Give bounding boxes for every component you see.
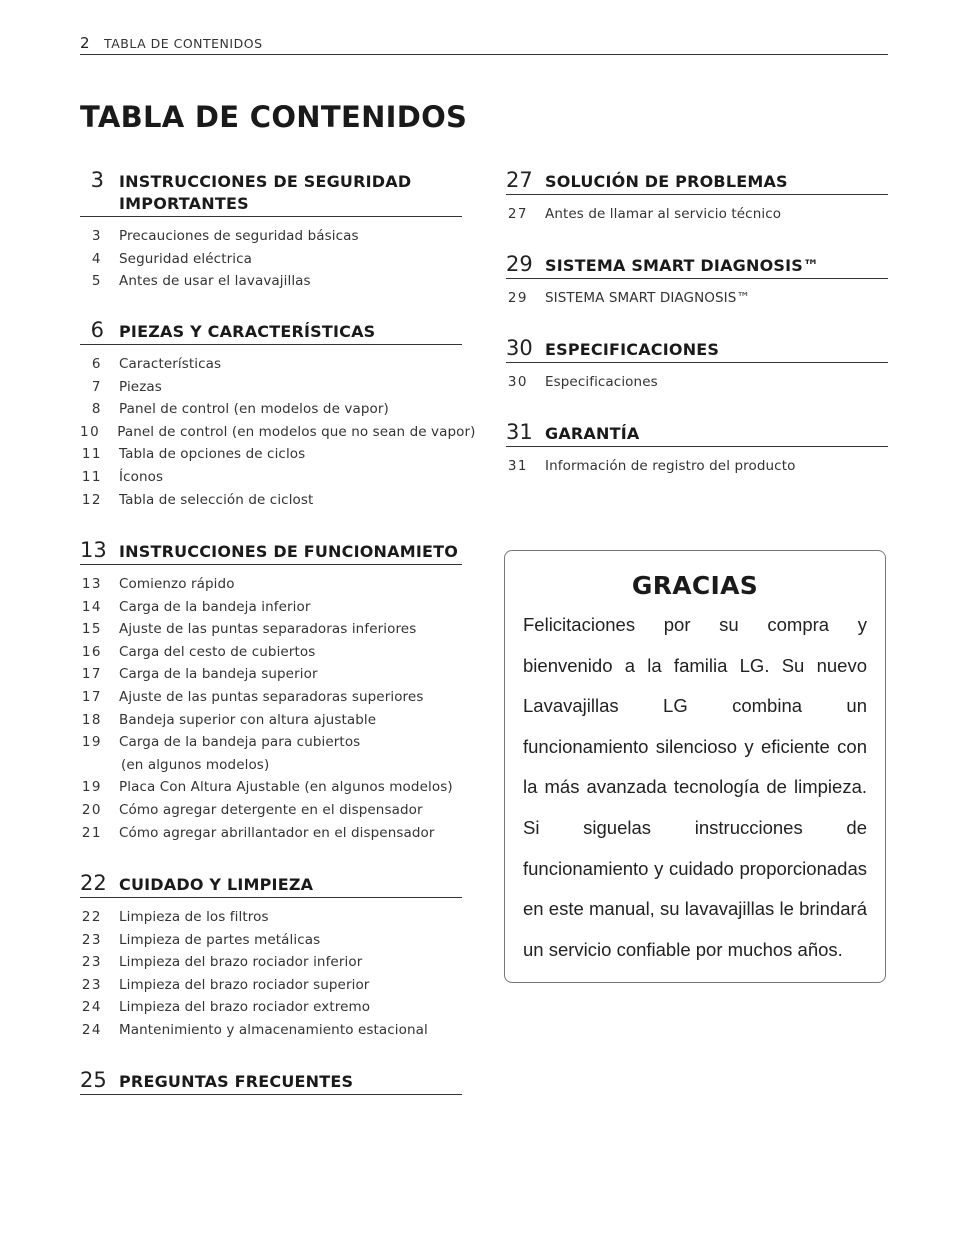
section-header	[80, 168, 462, 217]
page-number: 2	[80, 34, 91, 52]
toc-entry[interactable]: 11 Tabla de opciones de ciclos	[81, 446, 306, 463]
toc-entry[interactable]: 8 Panel de control (en modelos de vapor)	[91, 401, 389, 418]
section-title[interactable]: SOLUCIÓN DE PROBLEMAS	[545, 172, 788, 191]
toc-entry[interactable]: 24 Limpieza del brazo rociador extremo	[81, 999, 371, 1016]
toc-entry[interactable]: 5 Antes de usar el lavavajillas	[91, 273, 311, 290]
toc-entry[interactable]: 17 Carga de la bandeja superior	[81, 666, 318, 683]
toc-section-operation	[80, 538, 462, 844]
section-title[interactable]: GARANTÍA	[545, 424, 640, 443]
section-page-number: 13	[80, 538, 107, 562]
section-page-number: 27	[506, 168, 533, 192]
toc-entry[interactable]: 13 Comienzo rápido	[81, 576, 235, 592]
toc-section-troubleshooting	[506, 168, 888, 226]
section-title[interactable]: SISTEMA SMART DIAGNOSIS™	[545, 256, 820, 275]
toc-section-warranty	[506, 420, 888, 478]
section-items	[506, 371, 888, 394]
toc-entry[interactable]: 23 Limpieza de partes metálicas	[81, 931, 321, 948]
toc-entry[interactable]: 17 Ajuste de las puntas separadoras superiores	[81, 688, 424, 705]
toc-entry[interactable]: 11 Íconos	[81, 468, 164, 485]
section-title[interactable]: ESPECIFICACIONES	[545, 340, 720, 359]
toc-section-smart-diagnosis	[506, 252, 888, 310]
toc-entry[interactable]: 19 Carga de la bandeja para cubiertos	[81, 734, 361, 751]
running-title: TABLA DE CONTENIDOS	[104, 36, 263, 51]
toc-section-faq	[80, 1068, 462, 1095]
toc-entry[interactable]: 16 Carga del cesto de cubiertos	[81, 643, 316, 660]
toc-entry[interactable]: 31 Información de registro del producto	[507, 458, 796, 474]
section-page-number: 25	[80, 1068, 107, 1092]
section-items	[80, 906, 462, 1042]
toc-entry[interactable]: 15 Ajuste de las puntas separadoras inferiores	[81, 621, 417, 638]
toc-entry[interactable]: 24 Mantenimiento y almacenamiento estacional	[81, 1021, 428, 1038]
section-title[interactable]: INSTRUCCIONES DE FUNCIONAMIETO	[119, 542, 459, 561]
toc-entry[interactable]: 6 Características	[91, 356, 222, 372]
section-page-number: 30	[506, 336, 533, 360]
section-header	[506, 252, 888, 279]
running-header	[80, 34, 888, 55]
toc-entry[interactable]: 4 Seguridad eléctrica	[91, 250, 252, 267]
toc-entry[interactable]: 19 Placa Con Altura Ajustable (en algunos modelos)	[81, 779, 453, 796]
toc-entry[interactable]: 27 Antes de llamar al servicio técnico	[507, 206, 782, 222]
thanks-body: Felicitaciones por su compra y bienvenido a la familia LG. Su nuevo Lavavajillas LG combina un funcionamiento silencioso y eficiente con la más avanzada tecnología de limpieza. Si siguelas instrucciones de funcionamiento y cuidado proporcionadas en este manual, su lavavajillas le brindará un servicio confiable por muchos años.	[523, 614, 867, 960]
toc-entry[interactable]: 23 Limpieza del brazo rociador superior	[81, 976, 370, 993]
section-header	[506, 336, 888, 363]
section-page-number: 3	[90, 168, 104, 192]
section-header	[506, 420, 888, 447]
section-items	[506, 455, 888, 478]
toc-section-parts	[80, 318, 476, 511]
section-page-number: 29	[506, 252, 533, 276]
section-title[interactable]: INSTRUCCIONES DE SEGURIDAD IMPORTANTES	[119, 172, 412, 213]
section-items	[80, 225, 462, 293]
section-title[interactable]: CUIDADO Y LIMPIEZA	[119, 875, 314, 894]
toc-section-safety	[80, 168, 462, 293]
toc-entry[interactable]: 3 Precauciones de seguridad básicas	[91, 228, 359, 244]
toc-entry[interactable]: 21 Cómo agregar abrillantador en el dispensador	[81, 824, 435, 841]
toc-entry[interactable]: 23 Limpieza del brazo rociador inferior	[81, 954, 363, 971]
section-title[interactable]: PREGUNTAS FRECUENTES	[119, 1072, 354, 1091]
toc-entry[interactable]: 18 Bandeja superior con altura ajustable	[81, 711, 377, 728]
section-page-number: 31	[506, 420, 533, 444]
section-items	[506, 287, 888, 310]
section-header	[80, 318, 462, 345]
toc-section-specifications	[506, 336, 888, 394]
toc-entry[interactable]: 30 Especificaciones	[507, 374, 658, 390]
section-title[interactable]: PIEZAS Y CARACTERÍSTICAS	[119, 322, 376, 341]
toc-section-care	[80, 871, 462, 1042]
toc-entry[interactable]: 22 Limpieza de los filtros	[81, 909, 269, 925]
section-page-number: 22	[80, 871, 107, 895]
section-header	[80, 871, 462, 898]
thanks-box	[504, 550, 886, 983]
toc-entry[interactable]: 10 Panel de control (en modelos que no sean de vapor)	[80, 423, 476, 440]
section-items	[80, 353, 476, 511]
toc-entry[interactable]: 7 Piezas	[91, 378, 162, 395]
section-items	[80, 573, 462, 844]
toc-entry[interactable]: 14 Carga de la bandeja inferior	[81, 598, 311, 615]
section-header	[80, 538, 462, 565]
section-header	[506, 168, 888, 195]
section-header	[80, 1068, 462, 1095]
toc-entry[interactable]: 12 Tabla de selección de ciclost	[81, 491, 314, 508]
toc-entry[interactable]: 20 Cómo agregar detergente en el dispensador	[81, 801, 423, 818]
toc-entry-continuation: (en algunos modelos)	[121, 756, 270, 773]
section-items	[506, 203, 888, 226]
thanks-title: GRACIAS	[631, 571, 759, 600]
toc-entry[interactable]: 29 SISTEMA SMART DIAGNOSIS™	[507, 290, 751, 306]
section-page-number: 6	[90, 318, 104, 342]
page-title: TABLA DE CONTENIDOS	[80, 100, 468, 134]
